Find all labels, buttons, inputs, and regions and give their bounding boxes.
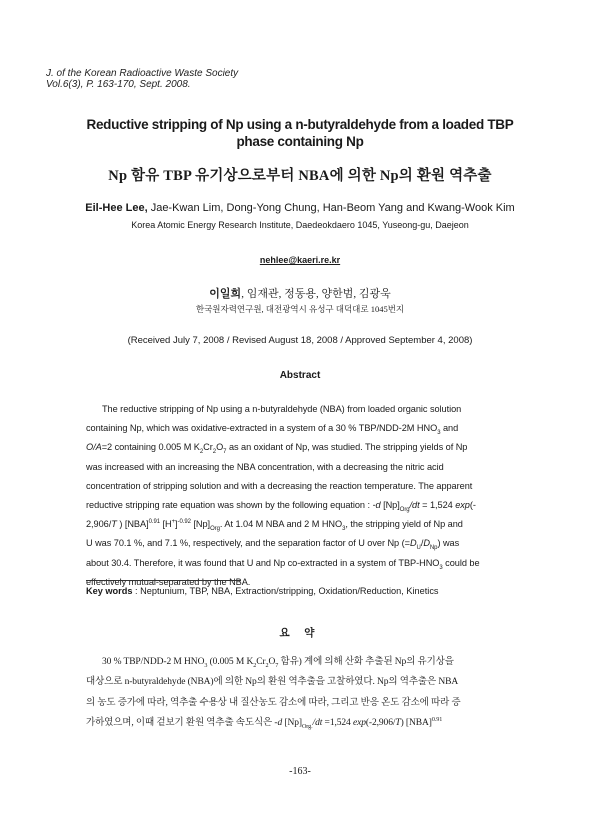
summary-line: 대상으로 n-butyraldehyde (NBA)에 의한 Np의 환원 역추출을 고찰하였다. Np의 역추출은 NBA bbox=[86, 677, 459, 688]
abstract-line: reductive stripping rate equation was shown by the following equation : -d $[Np]_{Org}/dt = 1,524$ exp(- bbox=[86, 499, 476, 513]
page-number: -163- bbox=[289, 766, 311, 777]
korean-affiliation: 한국원자력연구원, 대전광역시 유성구 대덕대로 1045번지 bbox=[195, 304, 405, 314]
summary-line: 30 % TBP/NDD-2 M $HNO_3$ (0.005 M $K_2Cr_2O_7$ 함유) 계에 의해 산화 추출된 Np의 유기상을 bbox=[102, 657, 454, 669]
received-dates: (Received July 7, 2008 / Revised August 18, 2008 / Approved September 4, 2008) bbox=[127, 335, 473, 346]
summary-line: 의 농도 증가에 따라, 역추출 수용상 내 질산농도 감소에 따라, 그리고 반응 온도 감소에 따라 증 bbox=[86, 697, 461, 708]
journal-volume: Vol.6(3), P. 163-170, Sept. 2008. bbox=[46, 79, 191, 90]
abstract-line: about 30.4. Therefore, it was found that U and Np co-extracted in a system of TBP-$HNO_3$ could be bbox=[86, 557, 480, 571]
keywords-label: Key words bbox=[86, 586, 133, 596]
abstract-line: The reductive stripping of Np using a n-butyraldehyde (NBA) from loaded organic solution bbox=[102, 404, 462, 414]
lead-author-english: Eil-Hee Lee, bbox=[85, 202, 148, 214]
abstract-heading: Abstract bbox=[279, 370, 321, 381]
english-title-line-1: Reductive stripping of Np using a n-butyraldehyde from a loaded TBP bbox=[86, 117, 514, 132]
abstract-line: containing Np, which was oxidative-extracted in a system of a 30 % TBP/NDD-2M $HNO_3$ and bbox=[86, 423, 459, 437]
co-authors-english: Jae-Kwan Lim, Dong-Yong Chung, Han-Beom Yang and Kwang-Wook Kim bbox=[147, 202, 515, 214]
keywords-list: : Neptunium, TBP, NBA, Extraction/stripping, Oxidation/Reduction, Kinetics bbox=[132, 586, 439, 596]
english-title-line-2: phase containing Np bbox=[236, 134, 364, 149]
abstract-line: O/A=2 containing 0.005 M $K_2Cr_2O_7$ as an oxidant of Np, was studied. The stripping yields of Np bbox=[86, 442, 468, 456]
summary-line: 가하였으며, 이때 겉보기 환원 역추출 속도식은 -d $[Np]_{Org.}/dt =1,524$ exp(-2,906/T) [NBA]$^{0.91}$ bbox=[86, 716, 443, 730]
abstract-line: concentration of stripping solution and with a decreasing the reaction temperature. The apparent bbox=[86, 480, 473, 491]
keywords bbox=[86, 586, 526, 596]
abstract-line: U was 70.1 %, and 7.1 %, respectively, and the separation factor of U over Np $(=D_U/D_{Np})$ was bbox=[86, 538, 460, 552]
journal-name: J. of the Korean Radioactive Waste Society bbox=[46, 68, 239, 79]
english-title bbox=[80, 116, 520, 150]
keywords-divider bbox=[86, 580, 241, 581]
author-email[interactable]: nehlee@kaeri.re.kr bbox=[259, 255, 341, 265]
abstract-line: effectively mutual-separated by the NBA. bbox=[86, 576, 251, 587]
english-authors bbox=[30, 202, 570, 214]
lead-author-korean: 이일희 bbox=[209, 288, 242, 300]
journal-reference bbox=[46, 68, 238, 90]
korean-authors bbox=[30, 285, 570, 301]
abstract-line: 2,906/T ) [NBA]$^{0.91}$ $[H^+]^{-0.92}$ $[Np]_{Org}$. At 1.04 M NBA and 2 M $HNO_3$, the stripping yield of Np and bbox=[86, 519, 463, 532]
co-authors-korean: , 임재관, 정동용, 양한범, 김광욱 bbox=[241, 288, 391, 300]
abstract-line: was increased with an increasing the NBA concentration, with a decreasing the nitric acid bbox=[86, 461, 444, 472]
korean-summary-heading: 요 약 bbox=[279, 628, 321, 639]
korean-title: Np 함유 TBP 유기상으로부터 NBA에 의한 Np의 환원 역추출 bbox=[108, 168, 492, 184]
abstract-body bbox=[86, 400, 516, 592]
korean-summary-body bbox=[86, 652, 518, 733]
english-affiliation: Korea Atomic Energy Research Institute, Daedeokdaero 1045, Yuseong-gu, Daejeon bbox=[131, 220, 469, 230]
